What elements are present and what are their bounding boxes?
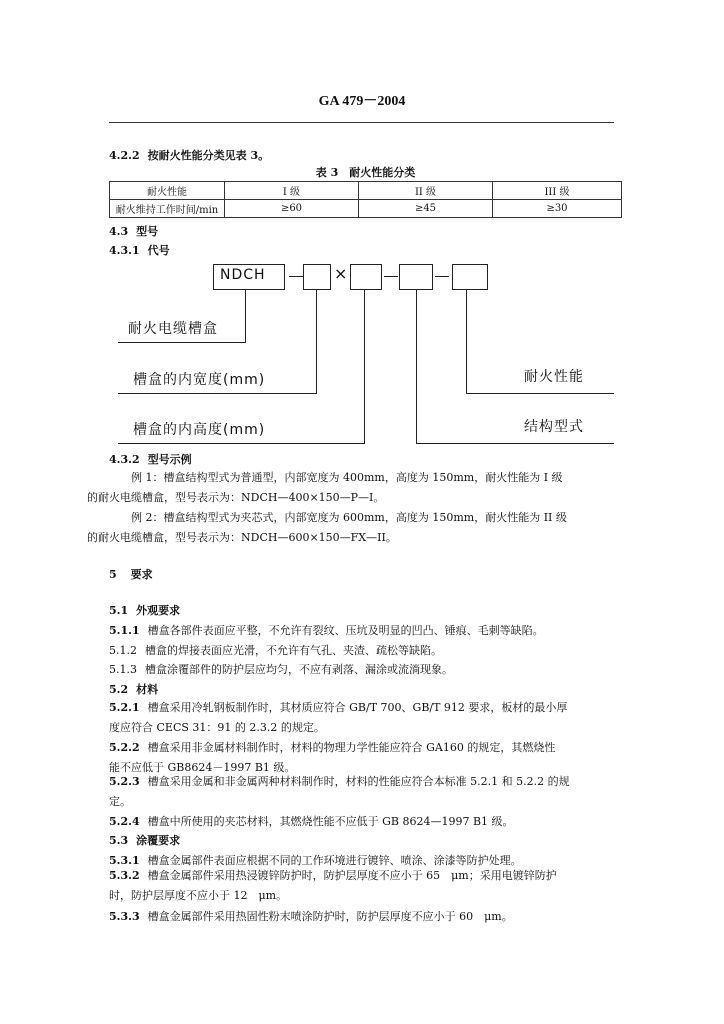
section-5 xyxy=(109,566,153,584)
example-line: 的耐火电缆槽盒，型号表示为：NDCH—400×150—P—I。 xyxy=(87,491,385,504)
label-fire-resistance: 耐火性能 xyxy=(524,369,584,385)
section-4-3 xyxy=(109,223,158,241)
label-fire-resistant-tray: 耐火电缆槽盒 xyxy=(128,321,218,337)
times-sign: × xyxy=(334,264,349,283)
leader-line xyxy=(466,393,614,394)
clause-text: 按耐火性能分类见表 3。 xyxy=(147,149,270,162)
example-line: 例 1：槽盒结构型式为普通型，内部宽度为 400mm，高度为 150mm，耐火性能为 I 级 xyxy=(131,471,563,484)
clause-number: 5.3.3 xyxy=(109,910,140,923)
width-box xyxy=(303,264,331,290)
dash xyxy=(435,276,449,277)
clause-text: 时，防护层厚度不应小于 12 μm。 xyxy=(109,889,288,902)
clause-number: 5.2.1 xyxy=(109,701,140,714)
leader-line xyxy=(245,289,246,342)
section-title: 涂覆要求 xyxy=(136,834,181,847)
section-number: 5.2 xyxy=(109,683,129,696)
section-4-3-1 xyxy=(109,242,170,260)
clause-number: 4.2.2 xyxy=(109,149,140,162)
rating-box xyxy=(452,264,488,290)
header-rule xyxy=(109,122,614,123)
example-2 xyxy=(87,508,619,548)
clause-number: 5.1.2 xyxy=(109,644,137,657)
example-line: 的耐火电缆槽盒，型号表示为：NDCH—600×150—FX—II。 xyxy=(87,531,397,544)
clause-text: 槽盒各部件表面应平整，不允许有裂纹、压坑及明显的凹凸、锤痕、毛刺等缺陷。 xyxy=(147,624,544,637)
section-number: 4.3 xyxy=(109,225,129,238)
leader-line xyxy=(466,289,467,393)
table-cell: 耐火性能 xyxy=(110,182,225,200)
clause-number: 5.3.2 xyxy=(109,869,140,882)
clause-text: 槽盒金属部件表面应根据不同的工作环境进行镀锌、喷涂、涂漆等防护处理。 xyxy=(147,854,522,867)
table-cell: I 级 xyxy=(225,182,359,200)
label-structure-type: 结构型式 xyxy=(524,419,584,435)
table-cell: ≥30 xyxy=(493,200,622,218)
leader-line xyxy=(364,289,365,443)
clause-5-3-2 xyxy=(109,866,619,906)
clause-number: 5.3.1 xyxy=(109,854,140,867)
dash xyxy=(289,276,303,277)
section-title: 代号 xyxy=(147,244,170,257)
clause-5-2-3 xyxy=(109,772,619,812)
label-inner-height: 槽盒的内高度(mm) xyxy=(133,422,266,438)
section-number: 5.3 xyxy=(109,834,129,847)
clause-5-2-1 xyxy=(109,698,619,738)
clause-text: 槽盒采用冷轧钢板制作时，其材质应符合 GB/T 700、GB/T 912 要求，板材的最小厚 xyxy=(147,701,568,714)
section-number: 4.3.1 xyxy=(109,244,140,257)
clause-text: 槽盒采用金属和非金属两种材料制作时，材料的性能应符合本标准 5.2.1 和 5.2.2 的规 xyxy=(147,775,570,788)
section-number: 5.1 xyxy=(109,604,129,617)
clause-text: 能不应低于 GB8624－1997 B1 级。 xyxy=(109,761,296,774)
height-box xyxy=(350,264,382,290)
section-number: 5 xyxy=(109,568,117,581)
clause-number: 5.2.4 xyxy=(109,815,140,828)
table-cell: ≥45 xyxy=(359,200,493,218)
section-title: 要求 xyxy=(130,568,153,581)
table-cell: III 级 xyxy=(493,182,622,200)
section-5-1 xyxy=(109,602,180,620)
table-row xyxy=(110,200,622,218)
section-5-3 xyxy=(109,832,180,850)
clause-number: 5.2.2 xyxy=(109,741,140,754)
clause-text: 槽盒金属部件采用热固性粉末喷涂防护时，防护层厚度不应小于 60 μm。 xyxy=(147,910,513,923)
clause-text: 槽盒涂覆部件的防护层应均匀，不应有剥落、漏涂或流淌现象。 xyxy=(145,663,453,676)
table-cell: 耐火维持工作时间/min xyxy=(110,200,225,218)
section-title: 材料 xyxy=(136,683,159,696)
clause-text: 度应符合 CECS 31：91 的 2.3.2 的规定。 xyxy=(109,721,325,734)
clause-number: 5.2.3 xyxy=(109,775,140,788)
table-cell: II 级 xyxy=(359,182,493,200)
clause-text: 槽盒金属部件采用热浸镀锌防护时，防护层厚度不应小于 65 μm；采用电镀锌防护 xyxy=(147,869,557,882)
dash xyxy=(384,276,398,277)
structure-box xyxy=(399,264,433,290)
clause-text: 槽盒中所使用的夹芯材料，其燃烧性能不应低于 GB 8624—1997 B1 级。 xyxy=(147,815,514,828)
section-title: 外观要求 xyxy=(136,604,181,617)
standard-number-header: GA 479－2004 xyxy=(318,94,406,109)
leader-line xyxy=(118,393,317,394)
section-5-2 xyxy=(109,681,158,699)
label-inner-width: 槽盒的内宽度(mm) xyxy=(133,372,266,388)
code-text: NDCH xyxy=(220,267,266,283)
table-caption: 表 3 耐火性能分类 xyxy=(315,166,416,179)
clause-5-2-4 xyxy=(109,813,514,831)
section-title: 型号示例 xyxy=(147,453,192,466)
section-title: 型号 xyxy=(136,225,159,238)
clause-4-2-2 xyxy=(109,147,269,165)
clause-number: 5.1.1 xyxy=(109,624,140,637)
clause-text: 槽盒的焊接表面应光滑，不允许有气孔、夹渣、疏松等缺陷。 xyxy=(145,644,442,657)
table-header-row xyxy=(110,182,622,200)
leader-line xyxy=(416,443,614,444)
leader-line xyxy=(416,289,417,443)
example-line: 例 2：槽盒结构型式为夹芯式，内部宽度为 600mm，高度为 150mm，耐火性能为 II 级 xyxy=(131,511,567,524)
section-4-3-2 xyxy=(109,451,192,469)
clause-5-1-2 xyxy=(109,642,442,660)
clause-number: 5.1.3 xyxy=(109,663,137,676)
clause-5-3-3 xyxy=(109,908,513,926)
clause-text: 定。 xyxy=(109,795,131,808)
clause-5-1-1 xyxy=(109,622,544,640)
clause-5-1-3 xyxy=(109,661,453,679)
fire-resistance-table xyxy=(109,181,622,218)
leader-line xyxy=(118,342,246,343)
leader-line xyxy=(118,443,365,444)
section-number: 4.3.2 xyxy=(109,453,140,466)
table-cell: ≥60 xyxy=(225,200,359,218)
leader-line xyxy=(316,289,317,393)
example-1 xyxy=(87,468,619,508)
clause-text: 槽盒采用非金属材料制作时，材料的物理力学性能应符合 GA160 的规定，其燃烧性 xyxy=(147,741,556,754)
